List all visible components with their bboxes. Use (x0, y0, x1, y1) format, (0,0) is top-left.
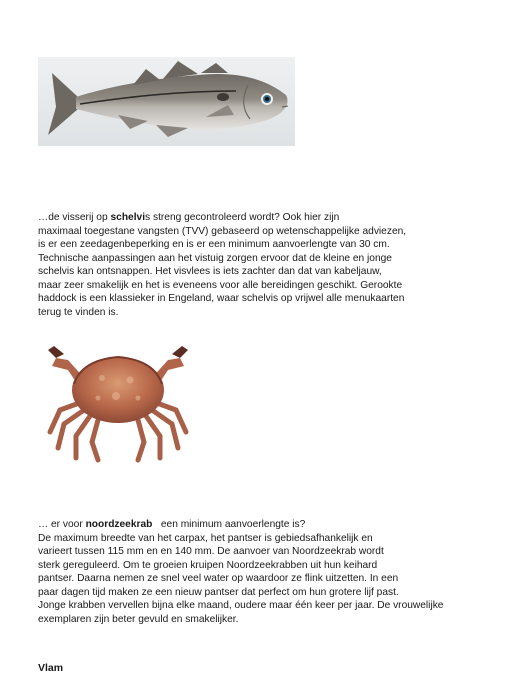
haddock-intro-prefix: …de visserij op (38, 212, 111, 223)
crab-intro-suffix: een minimum aanvoerlengte is? (152, 519, 306, 530)
text-line: Technische aanpassingen aan het vistuig zorgen ervoor dat de kleine en jonge (38, 252, 392, 264)
haddock-image (38, 57, 295, 146)
haddock-intro-suffix: s streng gecontroleerd wordt? Ook hier zijn (145, 212, 340, 223)
text-line: Jonge krabben vervellen bijna elke maand, oudere maar één keer per jaar. De vrouwelijke (38, 600, 444, 611)
text-line: is er een zeedagenbeperking en is er een minimum aanvoerlengte van 30 cm. (38, 239, 390, 250)
text-line: De maximum breedte van het carpax, het pantser is gebiedsafhankelijk en (38, 532, 373, 544)
crab-keyword: noordzeekrab (85, 519, 153, 530)
crab-intro-prefix: … er voor (38, 519, 86, 530)
text-line: sterk gereguleerd. Om te groeien kruipen Noordzeekrabben uit hun keihard (38, 559, 378, 571)
haddock-keyword: schelvi (110, 212, 146, 223)
text-line: exemplaren zijn beter gevuld en smakelijker. (38, 613, 239, 625)
text-line: terug te vinden is. (38, 306, 119, 318)
haddock-intro-line (38, 211, 478, 225)
crab-intro-line (38, 518, 478, 532)
crab-image (42, 340, 194, 465)
crab-paragraph (38, 518, 478, 626)
text-line: schelvis kan ontsnappen. Het visvlees is iets zachter dan dat van kabeljauw, (38, 266, 382, 277)
section-heading: Vlam (38, 662, 64, 674)
text-line: varieert tussen 115 mm en en 140 mm. De aanvoer van Noordzeekrab wordt (38, 546, 384, 557)
text-line: pantser. Daarna nemen ze snel veel water op waardoor ze flink uitzetten. In een (38, 573, 399, 584)
text-line: maximaal toegestane vangsten (TVV) gebaseerd op wetenschappelijke adviezen, (38, 225, 407, 237)
text-line: haddock is een klassieker in Engeland, waar schelvis op vrijwel alle menukaarten (38, 293, 405, 304)
text-line: maar zeer smakelijk en het is eveneens voor alle bereidingen geschikt. Gerookte (38, 279, 403, 291)
text-line: paar dagen tijd maken ze een nieuw pantser dat perfect om hun grotere lijf past. (38, 586, 399, 598)
haddock-paragraph (38, 211, 478, 319)
